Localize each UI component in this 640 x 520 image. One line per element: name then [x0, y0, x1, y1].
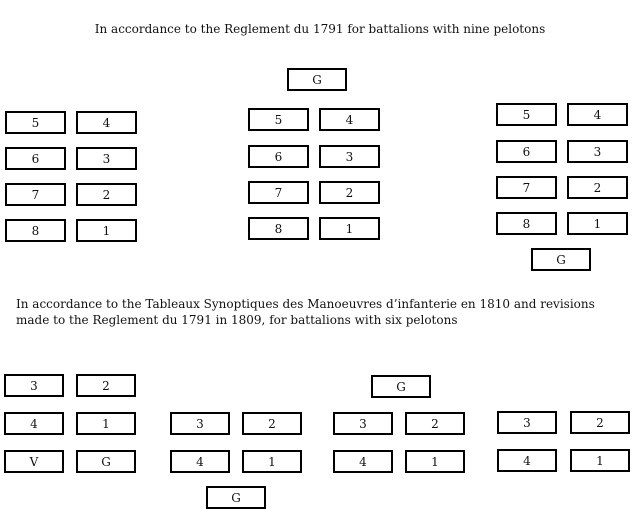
- caption-six-pelotons: In accordance to the Tableaux Synoptiques des Manoeuvres d’infanterie en 1810 and revisions made to the Reglement du 1791 in 1809, for battalions with six pelotons: [16, 297, 595, 327]
- peloton-box: 6: [5, 147, 66, 170]
- peloton-box: 4: [319, 108, 380, 131]
- peloton-box: 7: [248, 181, 309, 204]
- peloton-box: 1: [567, 212, 628, 235]
- peloton-box: 2: [570, 411, 630, 434]
- peloton-box: 2: [76, 374, 136, 397]
- grenadier-box: G: [206, 486, 266, 509]
- peloton-box: 2: [242, 412, 302, 435]
- peloton-box: 1: [76, 412, 136, 435]
- peloton-box: 4: [497, 449, 557, 472]
- peloton-box: 2: [405, 412, 465, 435]
- peloton-box: 4: [4, 412, 64, 435]
- peloton-box: 3: [497, 411, 557, 434]
- peloton-box: 1: [319, 217, 380, 240]
- peloton-box: 6: [248, 145, 309, 168]
- peloton-box: 8: [496, 212, 557, 235]
- caption-nine-pelotons: In accordance to the Reglement du 1791 for battalions with nine pelotons: [94, 22, 546, 36]
- peloton-box: 6: [496, 140, 557, 163]
- peloton-box: 3: [4, 374, 64, 397]
- peloton-box: 8: [5, 219, 66, 242]
- peloton-box: 5: [5, 111, 66, 134]
- voltigeur-box: V: [4, 450, 64, 473]
- peloton-box: 3: [170, 412, 230, 435]
- peloton-box: 1: [405, 450, 465, 473]
- peloton-box: 8: [248, 217, 309, 240]
- peloton-box: 7: [496, 176, 557, 199]
- peloton-box: 2: [319, 181, 380, 204]
- peloton-box: 3: [333, 412, 393, 435]
- peloton-box: 2: [567, 176, 628, 199]
- peloton-box: 1: [242, 450, 302, 473]
- peloton-box: 2: [76, 183, 137, 206]
- grenadier-box: G: [531, 248, 591, 271]
- peloton-box: 1: [570, 449, 630, 472]
- peloton-box: 5: [248, 108, 309, 131]
- grenadier-box: G: [371, 375, 431, 398]
- peloton-box: 4: [170, 450, 230, 473]
- peloton-box: 7: [5, 183, 66, 206]
- peloton-box: 1: [76, 219, 137, 242]
- peloton-box: 5: [496, 103, 557, 126]
- peloton-box: 3: [76, 147, 137, 170]
- peloton-box: 4: [333, 450, 393, 473]
- peloton-box: 4: [76, 111, 137, 134]
- grenadier-box: G: [76, 450, 136, 473]
- grenadier-box: G: [287, 68, 347, 91]
- peloton-box: 4: [567, 103, 628, 126]
- peloton-box: 3: [567, 140, 628, 163]
- peloton-box: 3: [319, 145, 380, 168]
